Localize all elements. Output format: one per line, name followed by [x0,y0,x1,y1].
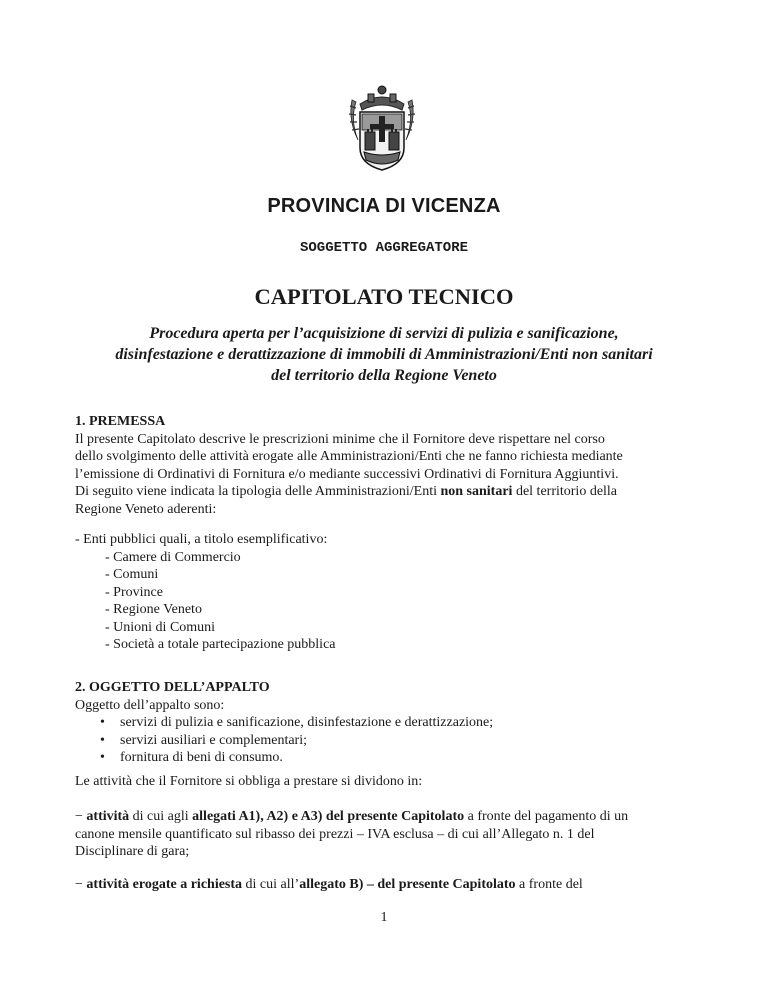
activity-item-canone [75,808,695,861]
paragraph-line: Il presente Capitolato descrive le prescrizioni minime che il Fornitore deve rispettare nel corso [75,431,605,447]
paragraph-line [75,808,695,826]
page-number: 1 [380,910,388,925]
bullet-item [75,749,695,767]
text-run-bold: attività [86,809,130,824]
organization-name: PROVINCIA DI VICENZA [267,195,501,217]
paragraph-line: canone mensile quantificato sul ribasso dei prezzi – IVA esclusa – di cui all’Allegato n. 1 del [75,826,595,842]
section-heading: 1. PREMESSA [75,414,166,429]
section-heading: 2. OGGETTO DELL’APPALTO [75,680,270,695]
list-item: - Regione Veneto [105,602,202,617]
text-run-bold: allegato B) – del presente Capitolato [299,877,516,892]
subject-line: Procedura aperta per l’acquisizione di servizi di pulizia e sanificazione, [149,325,619,342]
bullet-item [75,732,695,750]
text-run-bold: non sanitari [440,484,513,499]
paragraph-line: Regione Veneto aderenti: [75,501,217,517]
activities-intro [75,773,695,791]
document-title: CAPITOLATO TECNICO [254,284,514,309]
provincia-crest-emblem [346,80,418,172]
activity-item-richiesta [75,876,695,894]
list-intro: - Enti pubblici quali, a titolo esemplificativo: [75,532,328,547]
paragraph-line: Disciplinare di gara; [75,844,190,859]
text-run: del territorio della [512,484,618,499]
list-item: - Unioni di Comuni [105,619,216,635]
subject-line: disinfestazione e derattizzazione di immobili di Amministrazioni/Enti non sanitari [115,346,653,363]
paragraph-line: Oggetto dell’appalto sono: [75,697,225,713]
dash-glyph: − [75,809,87,824]
dash-glyph: − [75,877,87,892]
text-run: Di seguito viene indicata la tipologia delle Amministrazioni/Enti [75,484,441,499]
list-item: - Province [105,584,163,600]
paragraph-line: Le attività che il Fornitore si obbliga a prestare si dividono in: [75,774,423,789]
paragraph-line: l’emissione di Ordinativi di Fornitura e/o mediante successivi Ordinativi di Fornitura Aggiuntivi. [75,466,619,482]
list-item: - Camere di Commercio [105,549,241,565]
entity-list [75,531,695,654]
text-run: di cui all’ [242,877,300,892]
text-run-bold: allegati A1), A2) e A3) del presente Capitolato [192,809,465,824]
paragraph-line [75,483,695,501]
bullet-text: servizi ausiliari e complementari; [120,732,307,748]
bullet-glyph: • [100,715,105,730]
text-run: a fronte del pagamento di un [464,809,629,824]
section-premessa [75,413,695,518]
text-run-bold: attività erogate a richiesta [86,877,243,892]
bullet-text: fornitura di beni di consumo. [120,750,283,765]
bullet-glyph: • [100,732,105,748]
list-item: - Società a totale partecipazione pubblica [105,637,336,652]
list-item: - Comuni [105,567,159,582]
subject-line: del territorio della Regione Veneto [271,367,497,384]
text-run: a fronte del [515,877,583,892]
organization-role: SOGGETTO AGGREGATORE [299,240,469,256]
paragraph-line [75,876,695,894]
bullet-text: servizi di pulizia e sanificazione, disinfestazione e derattizzazione; [120,715,494,730]
document-subject [60,323,708,386]
paragraph-line: dello svolgimento delle attività erogate alle Amministrazioni/Enti che ne fanno richiesta mediante [75,449,623,464]
text-run: di cui agli [129,809,193,824]
bullet-item [75,714,695,732]
bullet-glyph: • [100,750,105,765]
section-oggetto [75,679,695,767]
